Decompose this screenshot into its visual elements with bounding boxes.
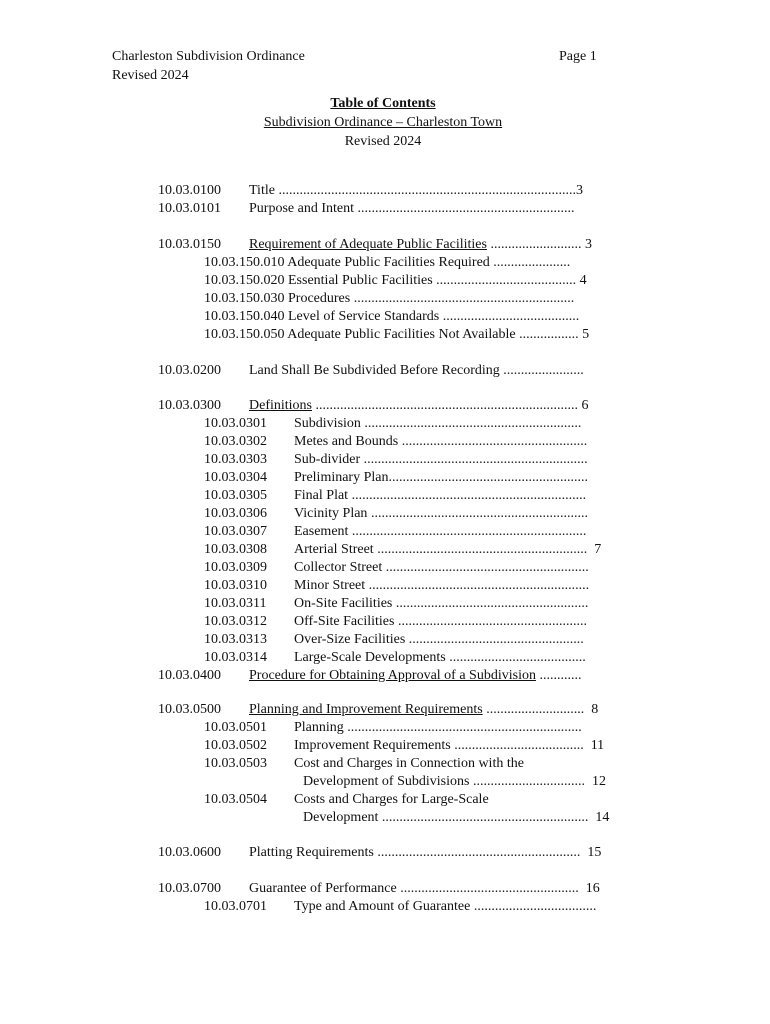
toc-entry-title: Purpose and Intent [249, 201, 354, 216]
toc-entry [158, 236, 592, 254]
toc-dot-leader: .......................................................... [382, 560, 589, 575]
toc-dot-leader: .............................................................. [353, 201, 575, 216]
toc-entry [158, 182, 583, 200]
toc-entry-title: Vicinity Plan [294, 506, 368, 521]
toc-entry-number: 10.03.0309 [204, 560, 267, 575]
toc-entry-page: 3 [584, 237, 592, 252]
toc-entry [158, 844, 601, 862]
running-header [112, 47, 305, 85]
toc-entry-number: 10.03.150.010 [204, 255, 285, 270]
toc-entry-number: 10.03.150.030 [204, 291, 285, 306]
toc-entry-number: 10.03.0301 [204, 416, 267, 431]
toc-entry-title: Platting Requirements [249, 845, 374, 860]
toc-entry [204, 326, 589, 344]
toc-dot-leader: .................................................. [405, 632, 584, 647]
toc-entry-title: Essential Public Facilities [288, 273, 433, 288]
toc-entry-page: 4 [579, 273, 587, 288]
toc-entry-page: 7 [594, 542, 602, 557]
toc-entry-page: 6 [581, 398, 589, 413]
toc-entry-title: Definitions [249, 398, 312, 413]
toc-entry-number: 10.03.0305 [204, 488, 267, 503]
toc-entry-title: Over-Size Facilities [294, 632, 406, 647]
toc-dot-leader: ....................................... [445, 650, 586, 665]
toc-dot-leader: ............................................................... [350, 291, 575, 306]
toc-dot-leader: .......................................................... [373, 845, 588, 860]
toc-entry-title: Procedure for Obtaining Approval of a Subdivision [249, 668, 536, 683]
toc-entry [204, 469, 588, 487]
toc-entry [204, 451, 588, 469]
toc-entry-title: Large-Scale Developments [294, 650, 446, 665]
toc-entry [204, 791, 489, 809]
toc-dot-leader: ....................................... [439, 309, 580, 324]
toc-entry-number: 10.03.0311 [204, 596, 267, 611]
toc-entry-number: 10.03.0303 [204, 452, 267, 467]
toc-entry-title: Adequate Public Facilities Not Available [287, 327, 516, 342]
toc-entry [158, 200, 574, 218]
toc-dot-leader: ....................... [499, 363, 584, 378]
toc-entry-title: Costs and Charges for Large-Scale [294, 792, 489, 807]
toc-entry [204, 541, 601, 559]
toc-entry-title: Type and Amount of Guarantee [294, 899, 471, 914]
toc-entry-title: Adequate Public Facilities Required [287, 255, 490, 270]
toc-entry-number: 10.03.0314 [204, 650, 267, 665]
toc-dot-leader: ....................................................... [392, 596, 589, 611]
toc-entry-number: 10.03.0504 [204, 792, 267, 807]
toc-entry-title: Preliminary Plan [294, 470, 389, 485]
toc-subtitle: Subdivision Ordinance – Charleston Town [263, 115, 503, 130]
toc-dot-leader: ................................ [469, 774, 592, 789]
toc-entry-page: 3 [575, 183, 583, 198]
toc-entry [204, 613, 587, 631]
toc-entry-title: Guarantee of Performance [249, 881, 397, 896]
toc-dot-leader: .............................................................. [367, 506, 588, 521]
toc-entry-number: 10.03.0306 [204, 506, 267, 521]
toc-entry [204, 290, 574, 308]
toc-dot-leader: ........................................ [432, 273, 580, 288]
toc-entry [158, 667, 581, 685]
toc-entry-number: 10.03.0100 [158, 183, 221, 198]
toc-entry-number: 10.03.0502 [204, 738, 267, 753]
toc-entry [204, 272, 587, 290]
toc-entry [204, 415, 581, 433]
toc-entry [204, 898, 596, 916]
toc-entry-number: 10.03.0300 [158, 398, 221, 413]
toc-entry [204, 577, 589, 595]
toc-entry-title: Subdivision [294, 416, 361, 431]
toc-entry-page: 5 [582, 327, 590, 342]
toc-entry [204, 719, 582, 737]
toc-dot-leader: ............................................................... [365, 578, 590, 593]
toc-dot-leader: ................................................................... [348, 524, 587, 539]
toc-entry [158, 880, 600, 898]
toc-entry-page: 12 [591, 774, 606, 789]
toc-dot-leader: ................................... [470, 899, 597, 914]
toc-entry-number: 10.03.0101 [158, 201, 221, 216]
toc-entry [158, 397, 589, 415]
toc-entry [158, 701, 598, 719]
toc-entry-number: 10.03.0500 [158, 702, 221, 717]
toc-entry-number: 10.03.0302 [204, 434, 267, 449]
toc-entry-number: 10.03.0700 [158, 881, 221, 896]
toc-dot-leader: ................................................... [396, 881, 586, 896]
toc-entry-number: 10.03.0313 [204, 632, 267, 647]
toc-dot-leader: ...................................................... [394, 614, 587, 629]
toc-entry-page: 8 [591, 702, 599, 717]
page-number: Page 1 [559, 49, 597, 64]
toc-entry-title: Cost and Charges in Connection with the [294, 756, 524, 771]
toc-entry-title: Planning and Improvement Requirements [249, 702, 483, 717]
toc-entry-title: Procedures [288, 291, 351, 306]
toc-dot-leader: ................. [515, 327, 583, 342]
toc-dot-leader: ...................... [489, 255, 571, 270]
toc-entry [204, 737, 604, 755]
toc-revised: Revised 2024 [344, 134, 422, 149]
toc-entry [303, 773, 606, 791]
toc-entry [158, 362, 584, 380]
toc-dot-leader: ............ [535, 668, 582, 683]
toc-entry [204, 649, 586, 667]
toc-entry-title: Off-Site Facilities [294, 614, 395, 629]
toc-entry [204, 523, 586, 541]
toc-entry [204, 559, 589, 577]
toc-entry-number: 10.03.0400 [158, 668, 221, 683]
header-revised: Revised 2024 [112, 68, 189, 83]
toc-entry-title: Development [303, 810, 379, 825]
toc-entry-number: 10.03.0304 [204, 470, 267, 485]
toc-entry-title: Title [249, 183, 275, 198]
toc-dot-leader: ......................................................... [388, 470, 588, 485]
header-document-name: Charleston Subdivision Ordinance [112, 49, 305, 64]
toc-entry-number: 10.03.0503 [204, 756, 267, 771]
toc-entry-number: 10.03.150.050 [204, 327, 285, 342]
toc-entry [204, 755, 524, 773]
toc-entry-title: On-Site Facilities [294, 596, 393, 611]
toc-entry-title: Land Shall Be Subdivided Before Recording [249, 363, 500, 378]
toc-entry-number: 10.03.0701 [204, 899, 267, 914]
toc-entry-title: Arterial Street [294, 542, 374, 557]
toc-entry-page: 14 [595, 810, 610, 825]
toc-entry [204, 308, 579, 326]
toc-dot-leader: ........................................................................... [312, 398, 582, 413]
toc-dot-leader: ........................................................... [378, 810, 596, 825]
toc-entry-page: 11 [590, 738, 605, 753]
toc-entry-title: Sub-divider [294, 452, 361, 467]
toc-entry [204, 254, 570, 272]
toc-entry-title: Minor Street [294, 578, 366, 593]
toc-entry-number: 10.03.0600 [158, 845, 221, 860]
toc-entry-number: 10.03.0150 [158, 237, 221, 252]
toc-entry [204, 631, 584, 649]
toc-dot-leader: ................................................................ [360, 452, 588, 467]
toc-entry-number: 10.03.0307 [204, 524, 267, 539]
toc-entry-number: 10.03.0200 [158, 363, 221, 378]
toc-entry [204, 505, 588, 523]
toc-entry [204, 433, 587, 451]
toc-entry-title: Improvement Requirements [294, 738, 451, 753]
toc-entry-page: 16 [585, 881, 600, 896]
toc-dot-leader: ..................................... [450, 738, 591, 753]
toc-entry-number: 10.03.0312 [204, 614, 267, 629]
toc-entry-title: Collector Street [294, 560, 383, 575]
toc-entry-title: Development of Subdivisions [303, 774, 470, 789]
toc-dot-leader: ............................ [482, 702, 592, 717]
toc-entry-number: 10.03.0310 [204, 578, 267, 593]
toc-dot-leader: ..................................................................................... [274, 183, 576, 198]
toc-entry [303, 809, 609, 827]
toc-entry [204, 595, 588, 613]
toc-entry-number: 10.03.150.020 [204, 273, 285, 288]
toc-dot-leader: .............................................................. [360, 416, 582, 431]
toc-heading: Table of Contents [330, 96, 436, 111]
toc-entry-number: 10.03.0501 [204, 720, 267, 735]
toc-entry-number: 10.03.0308 [204, 542, 267, 557]
toc-entry-title: Final Plat [294, 488, 349, 503]
toc-dot-leader: ................................................................... [348, 488, 587, 503]
toc-entry [204, 487, 586, 505]
toc-dot-leader: ..................................................... [398, 434, 588, 449]
toc-dot-leader: ................................................................... [343, 720, 582, 735]
toc-dot-leader: .......................... [486, 237, 585, 252]
toc-entry-title: Planning [294, 720, 344, 735]
toc-dot-leader: ............................................................ [373, 542, 595, 557]
toc-entry-page: 15 [587, 845, 602, 860]
toc-entry-title: Requirement of Adequate Public Facilities [249, 237, 487, 252]
toc-title-block [0, 94, 766, 151]
toc-entry-title: Level of Service Standards [288, 309, 440, 324]
toc-entry-title: Metes and Bounds [294, 434, 399, 449]
toc-entry-title: Easement [294, 524, 349, 539]
toc-entry-number: 10.03.150.040 [204, 309, 285, 324]
